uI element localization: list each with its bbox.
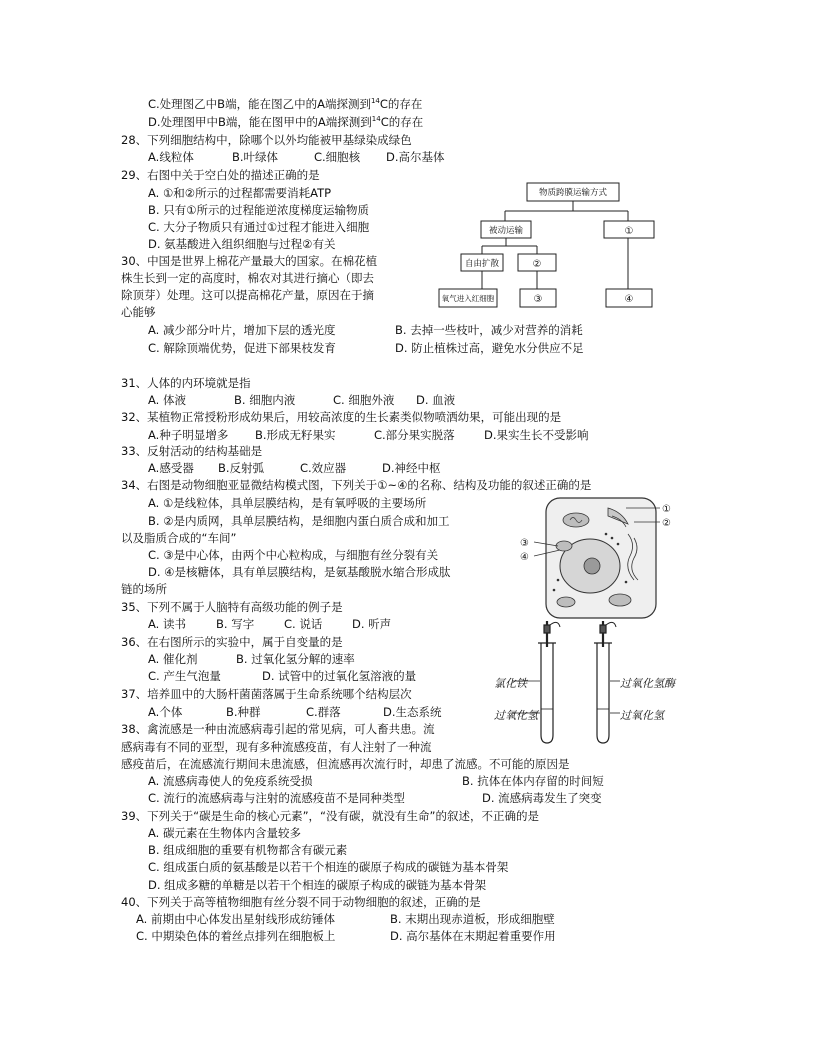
q30-option-d: D. 防止植株过高，避免水分供应不足 <box>395 341 584 355</box>
q35-option-c: C. 说话 <box>284 617 323 631</box>
q34-option-d-line1: D. ④是核糖体，具有单层膜结构，是氨基酸脱水缩合形成肽 <box>148 565 451 579</box>
right-test-tube <box>597 643 609 743</box>
cell-label-3: ③ <box>520 538 529 549</box>
q29-option-c: C. 大分子物质只有通过①过程才能进入细胞 <box>148 220 370 234</box>
diagram-example-label: 氧气进入红细胞 <box>441 294 495 303</box>
q31-option-b: B. 细胞内液 <box>234 393 296 407</box>
q37-option-c: C.群落 <box>306 705 341 719</box>
left-test-tube <box>541 643 553 743</box>
q39-option-b: B. 组成细胞的重要有机物都含有碳元素 <box>148 843 348 857</box>
q27-option-d: D.处理图甲中B端，能在图甲中的A端探测到$^{14}$C的存在 <box>148 115 424 129</box>
diagram-root-label: 物质跨膜运输方式 <box>538 188 608 198</box>
q40-option-a: A. 前期由中心体发出星射线形成纺锤体 <box>136 912 335 926</box>
tube-label-right-bottom: 过氧化氢 <box>620 709 664 722</box>
q33-option-c: C.效应器 <box>300 461 347 475</box>
q34-stem: 34、右图是动物细胞亚显微结构模式图，下列关于①~④的名称、结构及功能的叙述正确的是 <box>121 478 592 492</box>
q38-option-b: B. 抗体在体内存留的时间短 <box>462 774 604 788</box>
q32-option-d: D.果实生长不受影响 <box>484 428 589 442</box>
q30-stem-line3: 除顶芽）处理。这可以提高棉花产量，原因在于摘 <box>121 288 374 302</box>
q39-option-d: D. 组成多糖的单糖是以若干个相连的碳原子构成的碳链为基本骨架 <box>148 878 487 892</box>
q40-stem: 40、下列关于高等植物细胞有丝分裂不同于动物细胞的叙述，正确的是 <box>121 895 481 909</box>
q38-option-a: A. 流感病毒使人的免疫系统受损 <box>148 774 313 788</box>
q35-option-a: A. 读书 <box>148 617 186 631</box>
diagram-free-label: 自由扩散 <box>464 259 500 269</box>
q29-option-d: D. 氨基酸进入组织细胞与过程②有关 <box>148 237 336 251</box>
test-tube-diagram <box>490 617 680 747</box>
cell-label-1: ① <box>662 504 671 515</box>
q28-option-d: D.高尔基体 <box>386 150 445 164</box>
q30-option-b: B. 去掉一些枝叶，减少对营养的消耗 <box>395 323 583 337</box>
centriole <box>556 541 572 551</box>
q36-option-d: D. 试管中的过氧化氢溶液的量 <box>262 669 417 683</box>
q29-option-b: B. 只有①所示的过程能逆浓度梯度运输物质 <box>148 203 370 217</box>
q29-stem: 29、右图中关于空白处的描述正确的是 <box>121 168 320 182</box>
q34-option-b-line1: B. ②是内质网，具单层膜结构，是细胞内蛋白质合成和加工 <box>148 514 450 528</box>
q28-option-b: B.叶绿体 <box>232 150 279 164</box>
q28-stem: 28、下列细胞结构中，除哪个以外均能被甲基绿染成绿色 <box>121 133 412 147</box>
q33-option-d: D.神经中枢 <box>382 461 441 475</box>
tube-label-left-top: 氯化铁 <box>494 677 527 690</box>
diagram-n4-label: ④ <box>624 294 634 305</box>
q35-stem: 35、下列不属于人脑特有高级功能的例子是 <box>121 600 343 614</box>
q38-option-c: C. 流行的流感病毒与注射的流感疫苗不是同种类型 <box>148 791 405 805</box>
q36-option-c: C. 产生气泡量 <box>148 669 221 683</box>
transport-diagram <box>430 178 680 318</box>
q38-stem-line1: 38、禽流感是一种由流感病毒引起的常见病，可人畜共患。流 <box>121 722 435 736</box>
q27-option-c: C.处理图乙中B端，能在图乙中的A端探测到$^{14}$C的存在 <box>148 97 423 111</box>
q35-option-b: B. 写字 <box>216 617 255 631</box>
q28-option-a: A.线粒体 <box>148 150 194 164</box>
q30-stem-line4: 心能够 <box>121 305 156 319</box>
q31-option-c: C. 细胞外液 <box>333 393 395 407</box>
q36-stem: 36、在右图所示的实验中，属于自变量的是 <box>121 635 343 649</box>
tube-label-left-bottom: 过氧化氢 <box>494 709 538 722</box>
q38-stem-line3: 感疫苗后，在流感流行期间未患流感，但流感再次流行时，却患了流感。不可能的原因是 <box>121 757 570 771</box>
q30-stem-line1: 30、中国是世界上棉花产量最大的国家。在棉花植 <box>121 254 378 268</box>
q30-option-a: A. 减少部分叶片，增加下层的透光度 <box>148 323 336 337</box>
q33-option-b: B.反射弧 <box>218 461 265 475</box>
q32-option-a: A.种子明显增多 <box>148 428 229 442</box>
q34-option-c: C. ③是中心体，由两个中心粒构成，与细胞有丝分裂有关 <box>148 548 439 562</box>
q36-option-a: A. 催化剂 <box>148 652 198 666</box>
diagram-n3-label: ③ <box>533 294 543 305</box>
nucleolus <box>584 558 600 574</box>
q40-option-c: C. 中期染色体的着丝点排列在细胞板上 <box>136 929 336 943</box>
tube-label-right-top: 过氧化氢酶 <box>620 677 675 690</box>
diagram-n2-label: ② <box>532 259 542 270</box>
q28-option-c: C.细胞核 <box>314 150 361 164</box>
animal-cell-diagram <box>508 494 683 624</box>
q39-option-a: A. 碳元素在生物体内含量较多 <box>148 826 301 840</box>
q34-option-b-line2: 以及脂质合成的“车间” <box>121 531 237 545</box>
q33-option-a: A.感受器 <box>148 461 194 475</box>
diagram-passive-label: 被动运输 <box>488 226 524 236</box>
cell-label-2: ② <box>662 518 671 529</box>
q32-option-c: C.部分果实脱落 <box>374 428 455 442</box>
q31-option-a: A. 体液 <box>148 393 186 407</box>
q32-option-b: B.形成无籽果实 <box>255 428 336 442</box>
q39-option-c: C. 组成蛋白质的氨基酸是以若干个相连的碳原子构成的碳链为基本骨架 <box>148 860 509 874</box>
q35-option-d: D. 听声 <box>352 617 392 631</box>
q31-stem: 31、人体的内环境就是指 <box>121 376 251 390</box>
q39-stem: 39、下列关于“碳是生命的核心元素”，“没有碳，就没有生命”的叙述，不正确的是 <box>121 809 539 823</box>
diagram-n1-label: ① <box>624 226 634 237</box>
q32-stem: 32、某植物正常授粉形成幼果后，用较高浓度的生长素类似物喷洒幼果，可能出现的是 <box>121 410 562 424</box>
q33-stem: 33、反射活动的结构基础是 <box>121 444 263 458</box>
q37-option-d: D.生态系统 <box>383 705 442 719</box>
q37-option-a: A.个体 <box>148 705 183 719</box>
q37-option-b: B.种群 <box>226 705 261 719</box>
q29-option-a: A. ①和②所示的过程都需要消耗ATP <box>148 186 332 200</box>
q30-option-c: C. 解除顶端优势，促进下部果枝发育 <box>148 341 336 355</box>
q37-stem: 37、培养皿中的大肠杆菌菌落属于生命系统哪个结构层次 <box>121 687 412 701</box>
q34-option-d-line2: 链的场所 <box>121 582 167 596</box>
q38-stem-line2: 感病毒有不同的亚型，现有多种流感疫苗，有人注射了一种流 <box>121 740 432 754</box>
q36-option-b: B. 过氧化氢分解的速率 <box>236 652 355 666</box>
q38-option-d: D. 流感病毒发生了突变 <box>482 791 602 805</box>
q34-option-a: A. ①是线粒体，具单层膜结构，是有氧呼吸的主要场所 <box>148 496 427 510</box>
q30-stem-line2: 株生长到一定的高度时，棉农对其进行摘心（即去 <box>121 271 374 285</box>
q40-option-b: B. 末期出现赤道板，形成细胞壁 <box>390 912 555 926</box>
q31-option-d: D. 血液 <box>416 393 456 407</box>
q40-option-d: D. 高尔基体在末期起着重要作用 <box>390 929 556 943</box>
cell-label-4: ④ <box>520 552 529 563</box>
